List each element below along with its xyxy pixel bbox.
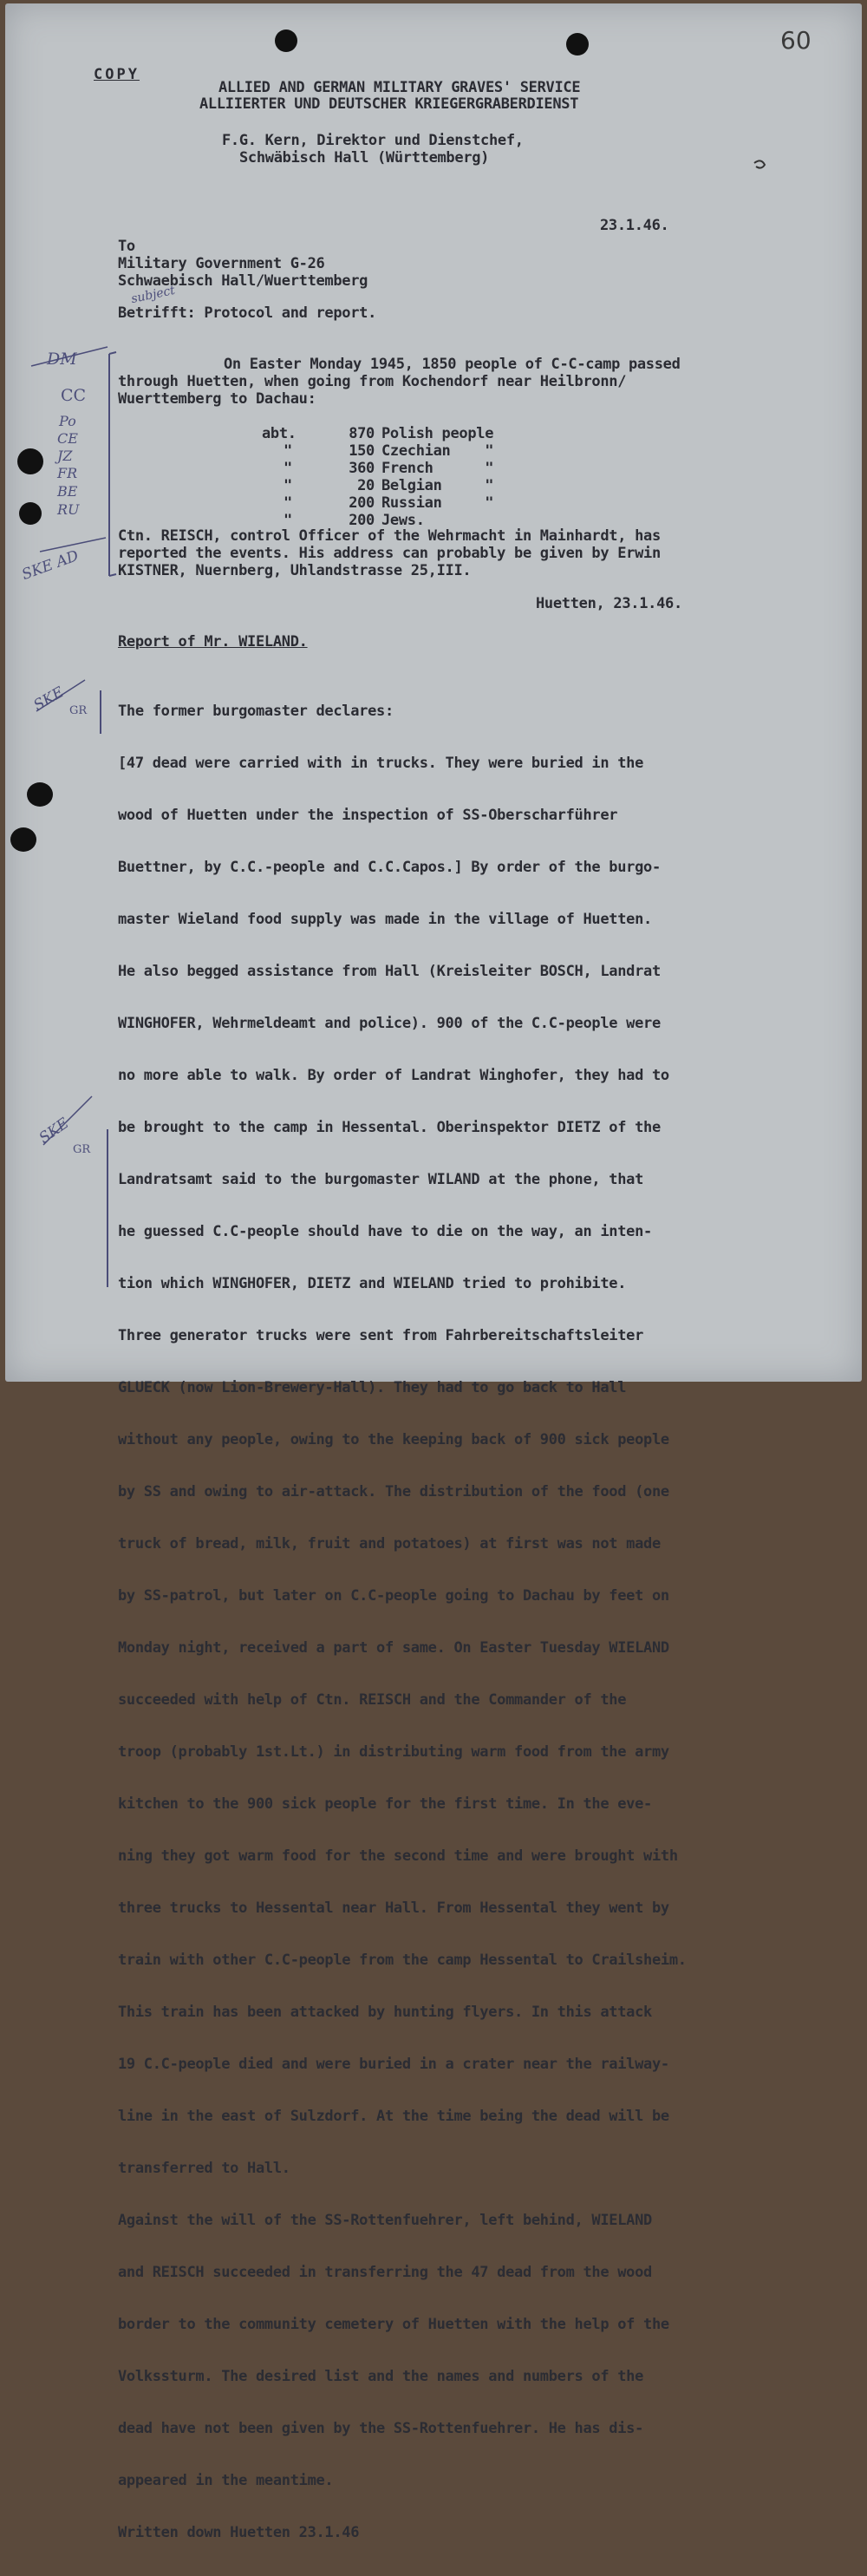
report-line: truck of bread, milk, fruit and potatoes) at first was not made — [118, 1535, 661, 1553]
report-line: ning they got warm food for the second time and were brought with — [118, 1847, 678, 1865]
nationality-row — [262, 460, 493, 477]
row-label: Czechian " — [381, 442, 494, 460]
row-prefix: " — [284, 512, 292, 529]
report-line: [47 dead were carried with in trucks. They were buried in the — [118, 755, 644, 772]
report-line: troop (probably 1st.Lt.) in distributing warm food from the army — [118, 1743, 669, 1761]
subject-handwritten-note: subject — [129, 283, 177, 307]
nationality-row — [262, 512, 493, 529]
row-label: French " — [381, 460, 494, 477]
report-line: border to the community cemetery of Huetten with the help of the — [118, 2316, 669, 2333]
nationality-row — [262, 477, 493, 494]
recipient-line1: Military Government G-26 — [118, 255, 325, 272]
report-line: Monday night, received a part of same. On Easter Tuesday WIELAND — [118, 1639, 669, 1657]
row-prefix: " — [284, 460, 292, 477]
report-line: succeeded with help of Ctn. REISCH and the Commander of the — [118, 1691, 627, 1709]
punch-hole — [19, 502, 42, 525]
report-line: be brought to the camp in Hessental. Oberinspektor DIETZ of the — [118, 1119, 661, 1136]
row-count: 20 — [357, 477, 375, 494]
punch-hole — [27, 782, 53, 807]
report-line: train with other C.C-people from the camp Hessental to Crailsheim. — [118, 1952, 687, 1969]
row-count: 150 — [349, 442, 375, 460]
row-count: 360 — [349, 460, 375, 477]
report-line: This train has been attacked by hunting flyers. In this attack — [118, 2004, 652, 2021]
nationality-row — [262, 442, 493, 460]
annotation-ske: SKE — [36, 1115, 73, 1147]
copy-label: COPY — [94, 66, 140, 83]
report-line: The former burgomaster declares: — [118, 703, 394, 720]
report-line: no more able to walk. By order of Landrat Winghofer, they had to — [118, 1067, 669, 1084]
row-prefix: abt. — [262, 425, 297, 442]
nationality-row — [262, 425, 493, 442]
report-line: 19 C.C-people died and were buried in a crater near the railway- — [118, 2056, 669, 2073]
annotation-dm: DM — [47, 350, 77, 369]
intro-line: through Huetten, when going from Kochendorf near Heilbronn/ — [118, 373, 627, 390]
report-line: Buettner, by C.C.-people and C.C.Capos.] By order of the burgo- — [118, 859, 661, 876]
report-line: wood of Huetten under the inspection of SS-Oberscharführer — [118, 807, 618, 824]
report-line: by SS-patrol, but later on C.C-people going to Dachau by feet on — [118, 1587, 669, 1605]
report-line: Written down Huetten 23.1.46 — [118, 2524, 360, 2541]
report-line: Landratsamt said to the burgomaster WILAND at the phone, that — [118, 1171, 644, 1188]
punch-hole — [10, 827, 36, 852]
report-line: dead have not been given by the SS-Rottenfuehrer. He has dis- — [118, 2420, 644, 2437]
row-count: 870 — [349, 425, 375, 442]
officer-line: reported the events. His address can probably be given by Erwin — [118, 545, 661, 562]
report-body — [118, 668, 687, 2576]
annotation-code: Po — [59, 413, 76, 429]
subject-line: Betrifft: Protocol and report. — [118, 304, 377, 322]
report-title: Report of Mr. WIELAND. — [118, 633, 308, 651]
annotation-gr: GR — [73, 1143, 91, 1156]
report-line: and REISCH succeeded in transferring the 47 dead from the wood — [118, 2264, 652, 2281]
report-line: WINGHOFER, Wehrmeldeamt and police). 900 of the C.C-people were — [118, 1015, 661, 1032]
annotation-code: RU — [57, 501, 80, 518]
annotation-code: JZ — [57, 448, 73, 464]
report-line: Three generator trucks were sent from Fahrbereitschaftsleiter — [118, 1327, 644, 1344]
row-label: Jews. — [381, 512, 425, 529]
report-line: he guessed C.C-people should have to die on the way, an inten- — [118, 1223, 652, 1240]
nationality-row — [262, 494, 493, 512]
report-line: tion which WINGHOFER, DIETZ and WIELAND tried to prohibite. — [118, 1275, 627, 1292]
header-director: F.G. Kern, Direktor und Dienstchef, — [222, 132, 524, 149]
intro-line: Wuerttemberg to Dachau: — [118, 390, 316, 408]
nationalities-list — [262, 425, 493, 529]
punch-hole — [17, 448, 43, 474]
row-label: Belgian " — [381, 477, 494, 494]
report-line: Volkssturm. The desired list and the names and numbers of the — [118, 2368, 644, 2385]
report-line: transferred to Hall. — [118, 2160, 290, 2177]
row-count: 200 — [349, 512, 375, 529]
annotation-code: FR — [57, 465, 78, 481]
intro-line: On Easter Monday 1945, 1850 people of C-C-camp passed — [224, 356, 681, 373]
annotation-cc: CC — [61, 386, 87, 405]
punch-hole — [275, 29, 297, 52]
report-line: by SS and owing to air-attack. The distribution of the food (one — [118, 1483, 669, 1500]
row-count: 200 — [349, 494, 375, 512]
annotation-ske-ad: SKE AD — [19, 546, 81, 585]
document-page — [5, 3, 862, 2541]
letter-date: 23.1.46. — [600, 217, 669, 234]
report-line: He also begged assistance from Hall (Kreisleiter BOSCH, Landrat — [118, 963, 661, 980]
officer-line: Ctn. REISCH, control Officer of the Wehrmacht in Mainhardt, has — [118, 527, 661, 545]
report-line: line in the east of Sulzdorf. At the time being the dead will be — [118, 2108, 669, 2125]
row-prefix: " — [284, 477, 292, 494]
annotation-gr: GR — [69, 704, 88, 717]
report-line: without any people, owing to the keeping back of 900 sick people — [118, 1431, 669, 1448]
punch-hole — [566, 33, 589, 56]
report-line: master Wieland food supply was made in the village of Huetten. — [118, 911, 652, 928]
report-line: GLUECK (now Lion-Brewery-Hall). They had to go back to Hall — [118, 1379, 627, 1396]
recipient-to: To — [118, 238, 135, 255]
report-line: appeared in the meantime. — [118, 2472, 334, 2489]
header-location: Schwäbisch Hall (Württemberg) — [239, 149, 490, 167]
header-org-en: ALLIED AND GERMAN MILITARY GRAVES' SERVICE — [218, 79, 581, 96]
report-line: kitchen to the 900 sick people for the first time. In the eve- — [118, 1795, 652, 1813]
page-number: 60 — [780, 26, 812, 55]
row-prefix: " — [284, 442, 292, 460]
annotation-code: CE — [57, 430, 78, 447]
header-org-de: ALLIIERTER UND DEUTSCHER KRIEGERGRABERDIENST — [199, 95, 579, 113]
report-line: Against the will of the SS-Rottenfuehrer, left behind, WIELAND — [118, 2212, 652, 2229]
recipient-line2: Schwaebisch Hall/Wuerttemberg — [118, 272, 368, 290]
annotation-code: BE — [57, 483, 78, 500]
annotation-ske: SKE — [30, 683, 68, 715]
place-date: Huetten, 23.1.46. — [536, 595, 682, 612]
row-label: Polish people — [381, 425, 494, 442]
officer-line: KISTNER, Nuernberg, Uhlandstrasse 25,III. — [118, 562, 472, 579]
report-line: three trucks to Hessental near Hall. From Hessental they went by — [118, 1899, 669, 1917]
row-prefix: " — [284, 494, 292, 512]
row-label: Russian " — [381, 494, 494, 512]
